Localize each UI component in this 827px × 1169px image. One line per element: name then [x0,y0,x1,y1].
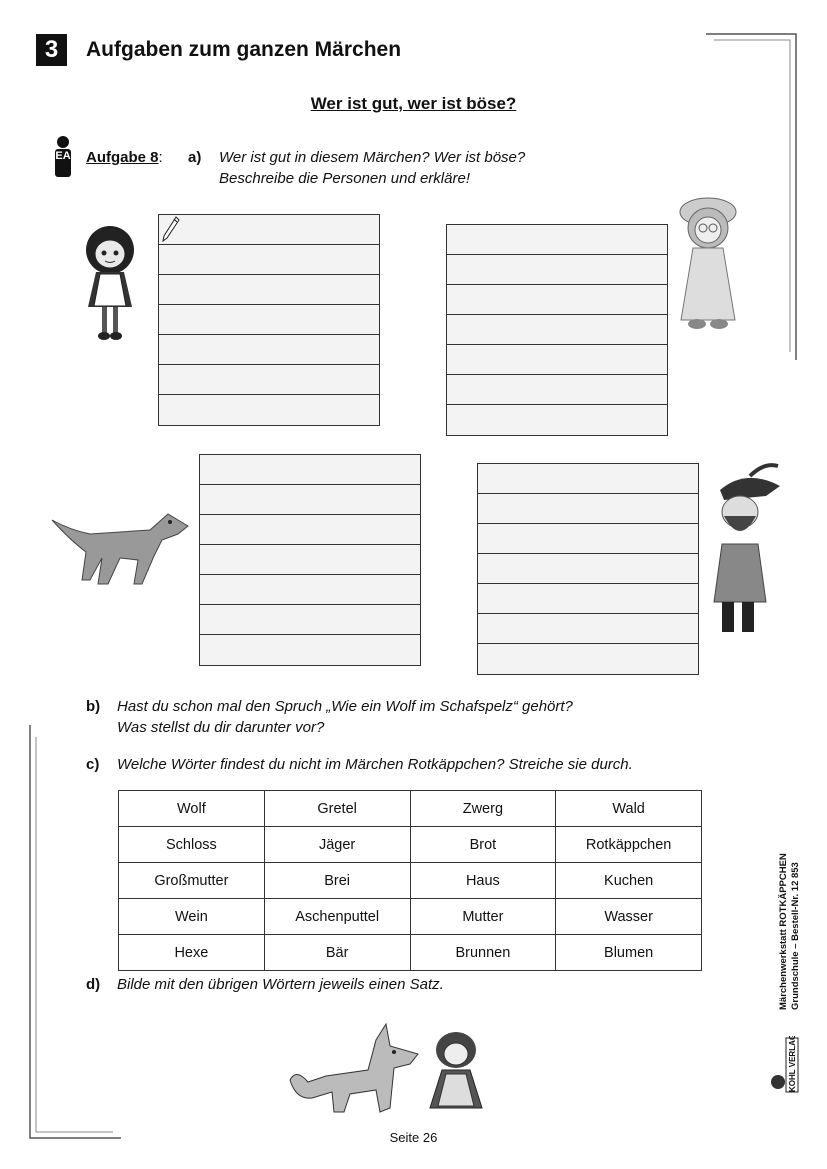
question-b-letter: b) [86,698,101,715]
corner-frame-bottom-left [28,725,123,1140]
page-subtitle: Wer ist gut, wer ist böse? [310,94,517,113]
table-row [119,791,702,827]
question-b-line2: Was stellst du dir darunter vor? [117,719,325,736]
girl-illustration [76,222,144,344]
ea-badge: EA [55,150,71,162]
publisher-name: KOHL VERLAG [788,1036,797,1092]
hunter-illustration [706,462,784,644]
word-table [118,790,702,971]
writing-lines-wolf[interactable] [199,454,421,666]
writing-lines-hunter[interactable] [477,463,699,675]
question-c-letter: c) [86,756,100,773]
task-label: Aufgabe 8: [86,149,163,166]
wolf-and-girl-illustration [286,1020,486,1120]
word-cell[interactable]: Bär [264,935,410,971]
word-cell[interactable]: Gretel [264,791,410,827]
question-d-letter: d) [86,976,101,993]
sidebar-line1: Märchenwerkstatt ROTKÄPPCHEN [778,853,789,1010]
sidebar-text-svg [770,850,810,1010]
question-a-line1: Wer ist gut in diesem Märchen? Wer ist böse? [219,149,526,166]
page-number: Seite 26 [389,1130,438,1145]
sidebar-info [770,850,810,1010]
word-cell[interactable]: Blumen [556,935,702,971]
word-cell[interactable]: Wein [119,899,265,935]
word-cell[interactable]: Jäger [264,827,410,863]
word-cell[interactable]: Wald [556,791,702,827]
pencil-icon [162,216,180,242]
writing-lines-girl[interactable] [158,214,380,426]
word-cell[interactable]: Haus [410,863,556,899]
question-b-line1: Hast du schon mal den Spruch „Wie ein Wolf im Schafspelz“ gehört? [117,698,573,715]
wolf-illustration [50,500,190,588]
publisher-logo [768,1036,808,1094]
writing-lines-grandmother[interactable] [446,224,668,436]
word-cell[interactable]: Großmutter [119,863,265,899]
word-cell[interactable]: Wolf [119,791,265,827]
question-d-text: Bilde mit den übrigen Wörtern jeweils einen Satz. [117,976,444,993]
word-cell[interactable]: Rotkäppchen [556,827,702,863]
word-cell[interactable]: Brei [264,863,410,899]
word-cell[interactable]: Zwerg [410,791,556,827]
question-a-letter: a) [188,149,202,166]
chapter-title: Aufgaben zum ganzen Märchen [86,38,402,61]
publisher-logo-svg [768,1036,808,1094]
sidebar-line2: Grundschule – Bestell-Nr. 12 853 [790,862,801,1010]
grandmother-illustration [673,192,743,332]
word-cell[interactable]: Kuchen [556,863,702,899]
word-cell[interactable]: Brunnen [410,935,556,971]
tree-icon [771,1075,785,1089]
chapter-number: 3 [36,34,67,66]
word-cell[interactable]: Hexe [119,935,265,971]
word-cell[interactable]: Schloss [119,827,265,863]
question-a-line2: Beschreibe die Personen und erkläre! [219,170,470,187]
table-row [119,827,702,863]
word-cell[interactable]: Aschenputtel [264,899,410,935]
table-row [119,935,702,971]
table-row [119,863,702,899]
question-c-text: Welche Wörter findest du nicht im Märchen Rotkäppchen? Streiche sie durch. [117,756,633,773]
word-cell[interactable]: Wasser [556,899,702,935]
table-row [119,899,702,935]
word-cell[interactable]: Brot [410,827,556,863]
word-cell[interactable]: Mutter [410,899,556,935]
